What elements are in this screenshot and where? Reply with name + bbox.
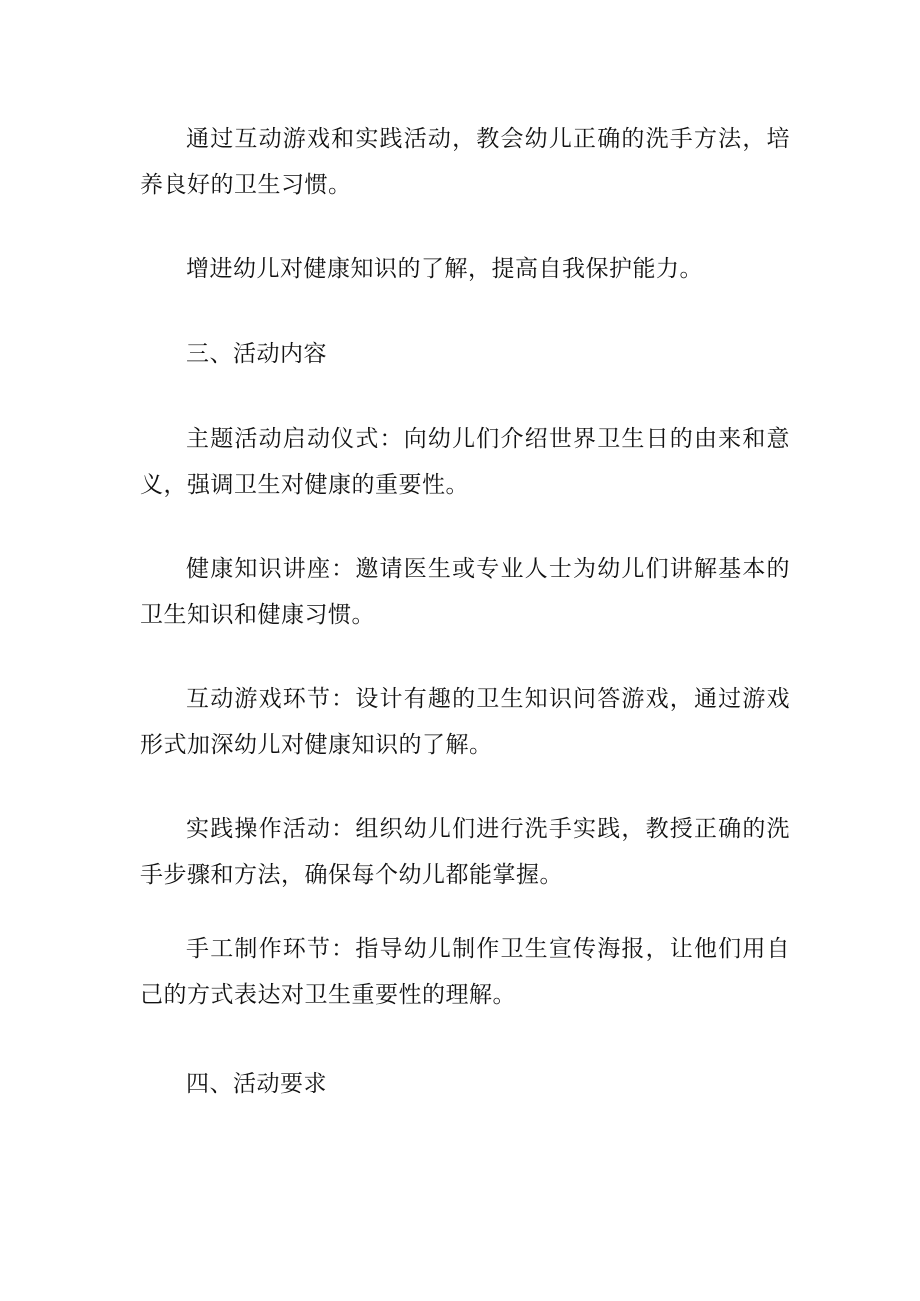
paragraph-health-lecture: 健康知识讲座：邀请医生或专业人士为幼儿们讲解基本的卫生知识和健康习惯。 <box>140 556 790 628</box>
section-heading-activity-content: 三、活动内容 <box>186 341 327 367</box>
paragraph-interactive-game: 互动游戏环节：设计有趣的卫生知识问答游戏，通过游戏形式加深幼儿对健康知识的了解。 <box>140 686 790 758</box>
paragraph-practice-activity: 实践操作活动：组织幼儿们进行洗手实践，教授正确的洗手步骤和方法，确保每个幼儿都能掌握。 <box>140 816 790 888</box>
paragraph-objective-health-knowledge: 增进幼儿对健康知识的了解，提高自我保护能力。 <box>186 256 703 282</box>
paragraph-objective-handwashing: 通过互动游戏和实践活动，教会幼儿正确的洗手方法，培养良好的卫生习惯。 <box>140 126 790 198</box>
section-heading-activity-requirements: 四、活动要求 <box>186 1071 327 1097</box>
paragraph-launch-ceremony: 主题活动启动仪式：向幼儿们介绍世界卫生日的由来和意义，强调卫生对健康的重要性。 <box>140 426 790 498</box>
paragraph-handcraft: 手工制作环节：指导幼儿制作卫生宣传海报，让他们用自己的方式表达对卫生重要性的理解。 <box>140 936 790 1008</box>
